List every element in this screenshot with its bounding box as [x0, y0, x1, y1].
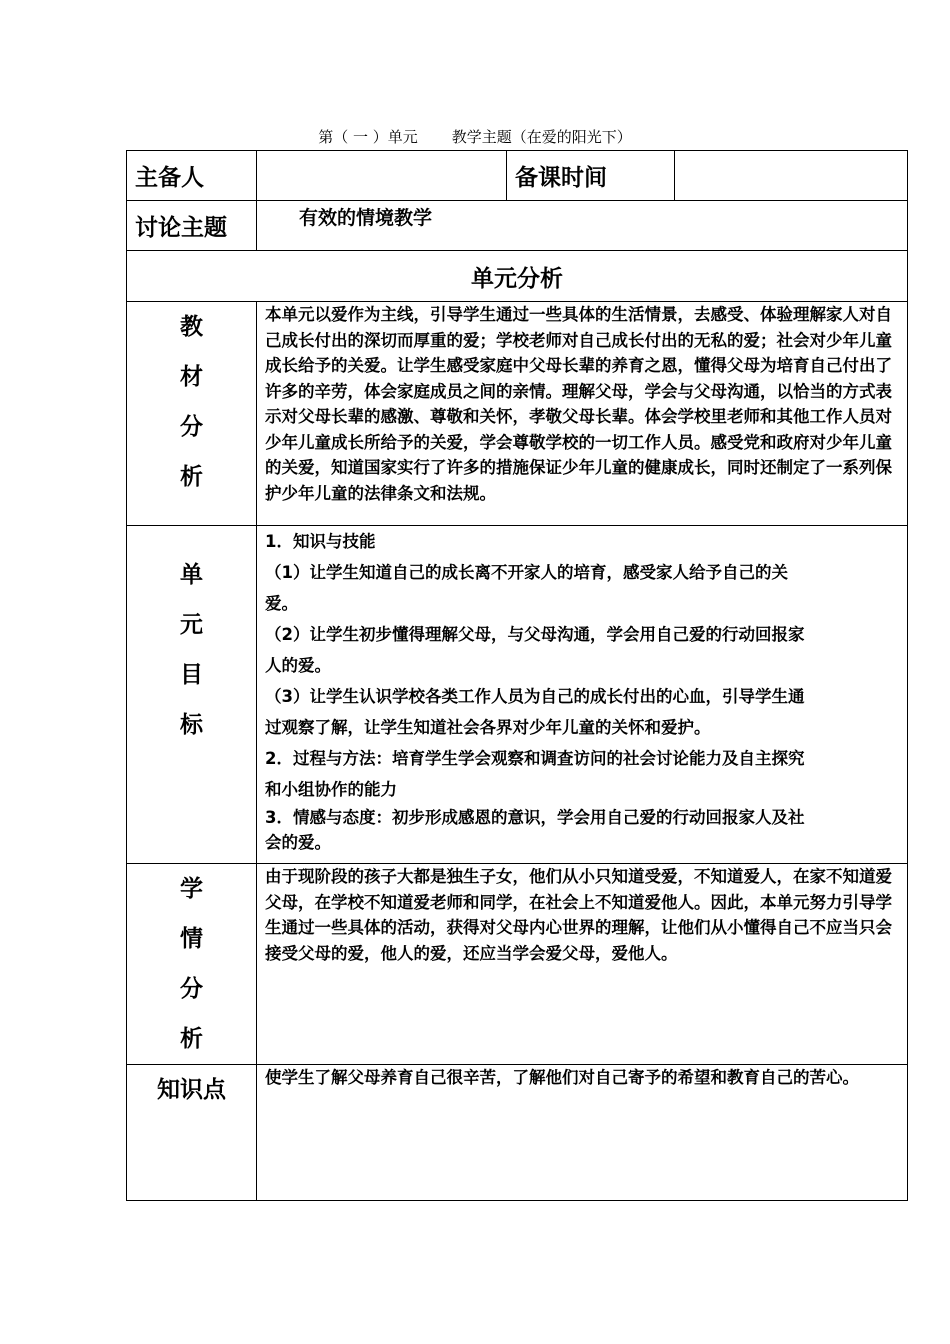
unit-goals-row: [127, 526, 908, 864]
goal-line: 过观察了解，让学生知道社会各界对少年儿童的关怀和爱护。: [265, 718, 711, 737]
goal-line: （1）让学生知道自己的成长离不开家人的培育，感受家人给予自己的关: [265, 563, 788, 582]
unit-goals-label: [127, 526, 257, 864]
student-analysis-row: [127, 864, 908, 1065]
label-char: 标: [180, 712, 203, 738]
student-analysis-text: 由于现阶段的孩子大都是独生子女，他们从小只知道受爱，不知道爱人，在家不知道爱父母，在学校不知道爱老师和同学，在社会上不知道爱他人。因此，本单元努力引导学生通过一些具体的活动，获得对父母内心世界的理解，让他们从小懂得自己不应当只会接受父母的爱，他人的爱，还应当学会爱父母，爱他人。: [257, 864, 908, 1065]
prep-time-value: [675, 151, 908, 201]
topic-value: 有效的情境教学: [257, 201, 908, 251]
label-char: 材: [180, 364, 203, 390]
goal-line: 人的爱。: [265, 656, 331, 675]
unit-goals-text: [257, 526, 908, 864]
lesson-plan-table: [126, 150, 908, 1201]
section-title: 单元分析: [127, 251, 908, 302]
knowledge-points-text: 使学生了解父母养育自己很辛苦，了解他们对自己寄予的希望和教育自己的苦心。: [257, 1065, 908, 1201]
goal-line: 爱。: [265, 594, 298, 613]
topic-row: [127, 201, 908, 251]
teaching-theme: 教学主题（在爱的阳光下）: [451, 128, 632, 146]
label-char: 单: [180, 562, 203, 588]
header-row: [127, 151, 908, 201]
material-analysis-text: 本单元以爱作为主线，引导学生通过一些具体的生活情景，去感受、体验理解家人对自己成长付出的深切而厚重的爱；学校老师对自己成长付出的无私的爱；社会对少年儿童成长给予的关爱。让学生感受家庭中父母长辈的养育之恩，懂得父母为培育自己付出了许多的辛劳，体会家庭成员之间的亲情。理解父母，学会与父母沟通，以恰当的方式表示对父母长辈的感激、尊敬和关怀，孝敬父母长辈。体会学校里老师和其他工作人员对少年儿童成长所给予的关爱，学会尊敬学校的一切工作人员。感受党和政府对少年儿童的关爱，知道国家实行了许多的措施保证少年儿童的健康成长，同时还制定了一系列保护少年儿童的法律条文和法规。: [257, 302, 908, 526]
unit-number: 第（ 一 ）单元: [318, 128, 418, 146]
page-heading: [0, 126, 950, 148]
material-analysis-label: [127, 302, 257, 526]
label-char: 分: [180, 976, 203, 1002]
goal-line: （3）让学生认识学校各类工作人员为自己的成长付出的心血，引导学生通: [265, 687, 805, 706]
topic-label: 讨论主题: [127, 201, 257, 251]
label-char: 教: [180, 314, 203, 340]
goal-line: （2）让学生初步懂得理解父母，与父母沟通，学会用自己爱的行动回报家: [265, 625, 805, 644]
label-char: 目: [180, 662, 203, 688]
label-char: 分: [180, 414, 203, 440]
goal-line: 会的爱。: [265, 833, 331, 852]
section-title-row: [127, 251, 908, 302]
label-char: 析: [180, 464, 203, 490]
student-analysis-label: [127, 864, 257, 1065]
label-char: 析: [180, 1026, 203, 1052]
label-char: 学: [180, 876, 203, 902]
goal-line: 和小组协作的能力: [265, 780, 397, 799]
prep-time-label: 备课时间: [507, 151, 675, 201]
preparer-label: 主备人: [127, 151, 257, 201]
label-char: 情: [180, 926, 203, 952]
material-analysis-row: [127, 302, 908, 526]
preparer-value: [257, 151, 507, 201]
goal-line: 1．知识与技能: [265, 532, 376, 551]
goal-line: 2．过程与方法：培育学生学会观察和调查访问的社会讨论能力及自主探究: [265, 749, 805, 768]
goal-line: 3．情感与态度：初步形成感恩的意识，学会用自己爱的行动回报家人及社: [265, 808, 805, 827]
label-char: 元: [180, 612, 203, 638]
knowledge-points-label: 知识点: [127, 1065, 257, 1201]
knowledge-points-row: [127, 1065, 908, 1201]
